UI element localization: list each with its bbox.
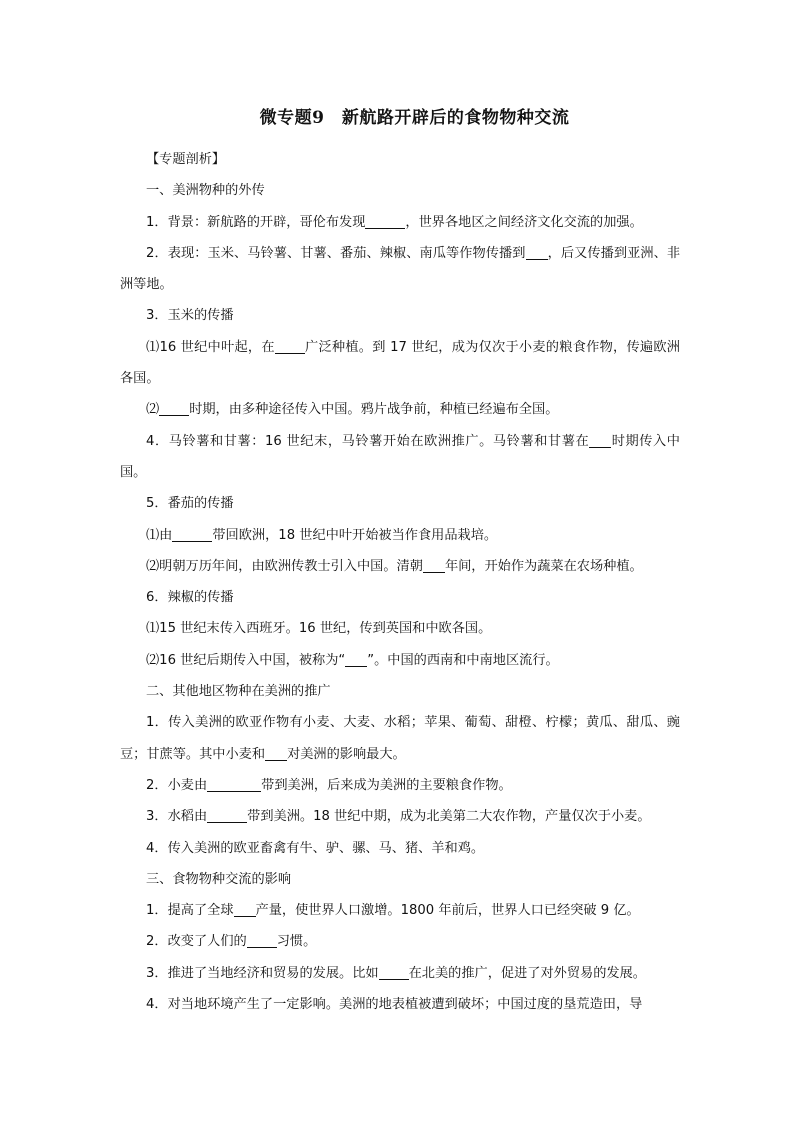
paragraph-corn-1 [120, 332, 680, 395]
paragraph-background [120, 207, 680, 238]
text-segment: 3．推进了当地经济和贸易的发展。比如 [146, 965, 379, 981]
fill-blank[interactable] [423, 556, 445, 573]
fill-blank[interactable] [207, 806, 247, 823]
fill-blank[interactable] [526, 243, 548, 260]
paragraph-tomato-1 [120, 520, 680, 551]
section-label: 【专题剖析】 [146, 152, 226, 167]
paragraph-spread [120, 238, 680, 301]
text-segment: 3．水稻由 [146, 809, 208, 825]
text-segment: ，世界各地区之间经济文化交流的加强。 [405, 214, 643, 230]
fill-blank[interactable] [345, 650, 367, 667]
paragraph-impact-2 [120, 926, 680, 957]
text-segment: 时期，由多种途径传入中国。鸦片战争前，种植已经遍布全国。 [189, 402, 559, 418]
text-segment: 带回欧洲，18 世纪中叶开始被当作食用品栽培。 [212, 527, 498, 543]
paragraph-livestock: 4．传入美洲的欧亚畜禽有牛、驴、骡、马、猪、羊和鸡。 [146, 840, 485, 856]
text-segment: ⑵16 世纪后期传入中国，被称为“ [146, 652, 346, 668]
fill-blank[interactable] [365, 212, 405, 229]
text-segment: 广泛种植。到 17 世纪，成为仅次于小麦的粮食作物，传遍欧洲各国。 [120, 339, 680, 387]
paragraph-impact-4: 4．对当地环境产生了一定影响。美洲的地表植被遭到破坏；中国过度的垦荒造田，导 [146, 997, 643, 1013]
section-heading-2: 二、其他地区物种在美洲的推广 [146, 684, 331, 700]
text-segment: ⑴由 [146, 527, 173, 543]
text-segment: ”。中国的西南和中南地区流行。 [367, 652, 559, 668]
paragraph-tomato-2 [120, 551, 680, 582]
text-segment: 1．背景：新航路的开辟，哥伦布发现 [146, 214, 366, 230]
page-title: 微专题9 新航路开辟后的食物物种交流 [259, 108, 570, 128]
document-body [120, 144, 680, 1020]
paragraph-eurasian-crops [120, 707, 680, 770]
text-segment: ⑵明朝万历年间，由欧洲传教士引入中国。清朝 [146, 558, 423, 574]
paragraph-rice [120, 801, 680, 832]
text-segment: 1．提高了全球 [146, 903, 234, 919]
section-heading-3: 三、食物物种交流的影响 [146, 871, 292, 887]
fill-blank[interactable] [234, 900, 256, 917]
fill-blank[interactable] [265, 744, 287, 761]
text-segment: 2．小麦由 [146, 777, 208, 793]
paragraph-pepper-1: ⑴15 世纪末传入西班牙。16 世纪，传到英国和中欧各国。 [146, 621, 492, 637]
subheading-pepper: 6．辣椒的传播 [146, 590, 234, 606]
fill-blank[interactable] [589, 431, 611, 448]
text-segment: 在北美的推广，促进了对外贸易的发展。 [408, 965, 646, 981]
subheading-corn: 3．玉米的传播 [146, 308, 234, 324]
fill-blank[interactable] [159, 399, 189, 416]
fill-blank[interactable] [247, 931, 277, 948]
text-segment: ，后又传播到亚洲、非洲等地。 [120, 245, 681, 293]
fill-blank[interactable] [207, 775, 261, 792]
subheading-tomato: 5．番茄的传播 [146, 496, 234, 512]
text-segment: 1．传入美洲的欧亚作物有小麦、大麦、水稻；苹果、葡萄、甜橙、柠檬；黄瓜、甜瓜、豌豆；甘蔗等。其中小麦和 [120, 715, 680, 762]
text-segment: 带到美洲，后来成为美洲的主要粮食作物。 [261, 777, 512, 793]
fill-blank[interactable] [172, 525, 212, 542]
text-segment: 4．马铃薯和甘薯：16 世纪末，马铃薯开始在欧洲推广。马铃薯和甘薯在 [146, 433, 590, 449]
text-segment: 2．表现：玉米、马铃薯、甘薯、番茄、辣椒、南瓜等作物传播到 [146, 245, 526, 261]
paragraph-wheat [120, 770, 680, 801]
paragraph-pepper-2 [120, 645, 680, 676]
text-segment: ⑴16 世纪中叶起，在 [146, 339, 275, 355]
text-segment: ⑵ [146, 402, 160, 418]
text-segment: 习惯。 [276, 934, 317, 950]
fill-blank[interactable] [379, 963, 409, 980]
paragraph-corn-2 [120, 394, 680, 425]
text-segment: 对美洲的影响最大。 [287, 746, 406, 762]
text-segment: 时期传入中国。 [120, 433, 680, 480]
paragraph-impact-3 [120, 958, 680, 989]
text-segment: 带到美洲。18 世纪中期，成为北美第二大农作物，产量仅次于小麦。 [247, 809, 651, 825]
section-heading-1: 一、美洲物种的外传 [146, 183, 265, 199]
text-segment: 产量，使世界人口激增。1800 年前后，世界人口已经突破 9 亿。 [255, 903, 640, 919]
fill-blank[interactable] [275, 337, 305, 354]
text-segment: 2．改变了人们的 [146, 934, 247, 950]
text-segment: 年间，开始作为蔬菜在农场种植。 [444, 558, 643, 574]
paragraph-potato [120, 426, 680, 489]
paragraph-impact-1 [120, 895, 680, 926]
